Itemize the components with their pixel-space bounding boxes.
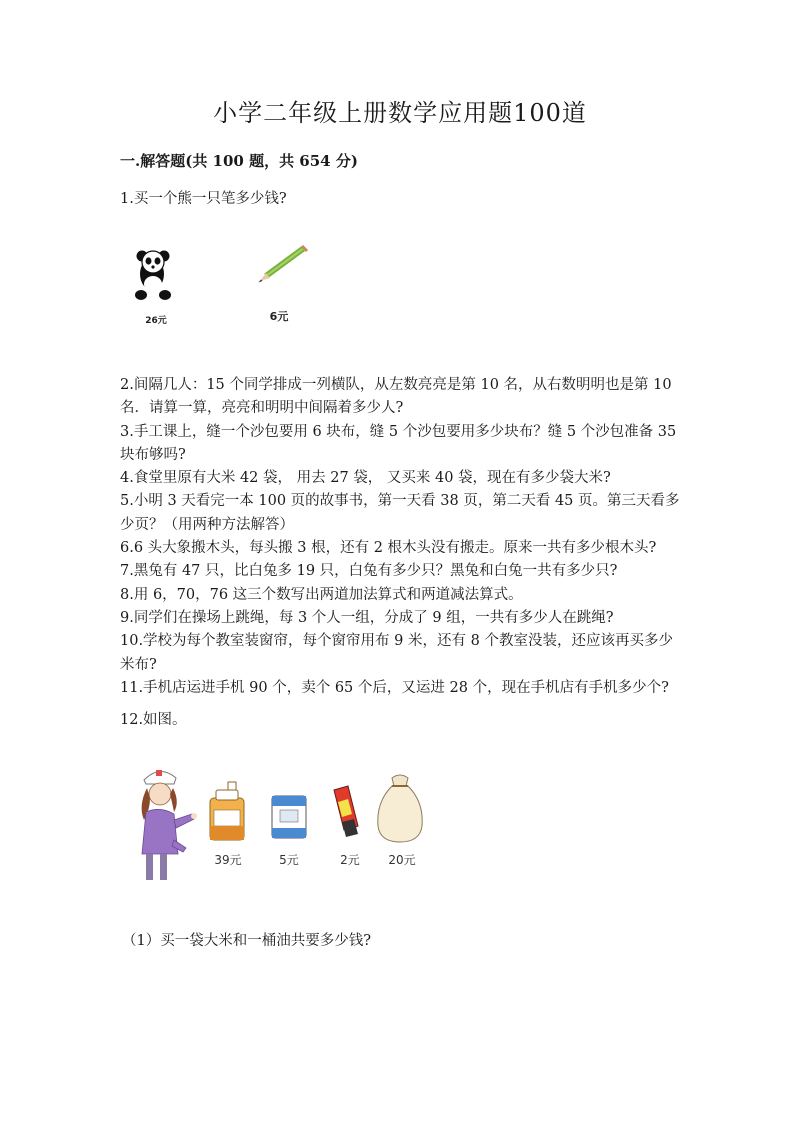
figure-shop-products [130,762,440,884]
question-7: 7.黑兔有 47 只，比白兔多 19 只，白兔有多少只？黑兔和白兔一共有多少只? [120,563,618,580]
figure-panda-pencil [130,240,320,336]
question-10: 10.学校为每个教室装窗帘，每个窗帘用布 9 米，还有 8 个教室没装，还应该再买多少米布? [120,633,673,673]
oil-price-label: 39元 [214,853,242,867]
salt-price-label: 5元 [279,853,299,867]
question-2: 2.间隔几人：15 个同学排成一列横队，从左数亮亮是第 10 名，从右数明明也是第 10 名．请算一算，亮亮和明明中间隔着多少人? [120,377,672,417]
question-5: 5.小明 3 天看完一本 100 页的故事书，第一天看 38 页，第二天看 45 页。第三天看多少页？（用两种方法解答） [120,493,680,533]
question-12: 12.如图。 [120,712,187,728]
question-9: 9.同学们在操场上跳绳，每 3 个人一组，分成了 9 组，一共有多少人在跳绳? [120,609,614,626]
condiment-price-label: 2元 [340,853,360,867]
panda-icon [135,251,171,301]
salt-package-icon [272,796,306,838]
pencil-price-label: 6元 [269,310,289,323]
condiment-box-icon [334,786,358,837]
question-11: 11.手机店运进手机 90 个，卖个 65 个后，又运进 28 个，现在手机店有手机多少个? [120,679,669,696]
question-6: 6.6 头大象搬木头，每头搬 3 根，还有 2 根木头没有搬走。原来一共有多少根木头? [120,540,657,557]
rice-bag-icon [378,775,422,842]
page-title: 小学二年级上册数学应用题100道 [213,99,587,127]
question-3: 3.手工课上，缝一个沙包要用 6 块布，缝 5 个沙包要用多少块布？缝 5 个沙包准备 35 块布够吗? [120,423,677,463]
section-heading: 一.解答题(共 100 题，共 654 分) [120,152,358,170]
pencil-icon [259,246,308,283]
question-8: 8.用 6，70，76 这三个数写出两道加法算式和两道减法算式。 [120,586,523,603]
panda-price-label: 26元 [145,316,167,326]
question-4: 4.食堂里原有大米 42 袋， 用去 27 袋， 又买来 40 袋，现在有多少袋大米? [120,470,611,487]
question-list [120,374,686,700]
oil-bottle-icon [210,782,244,840]
rice-price-label: 20元 [388,853,416,867]
shopkeeper-icon [142,770,197,880]
question-12-part-1: （1）买一袋大米和一桶油共要多少钱? [122,933,371,949]
question-1: 1.买一个熊一只笔多少钱? [120,191,287,207]
